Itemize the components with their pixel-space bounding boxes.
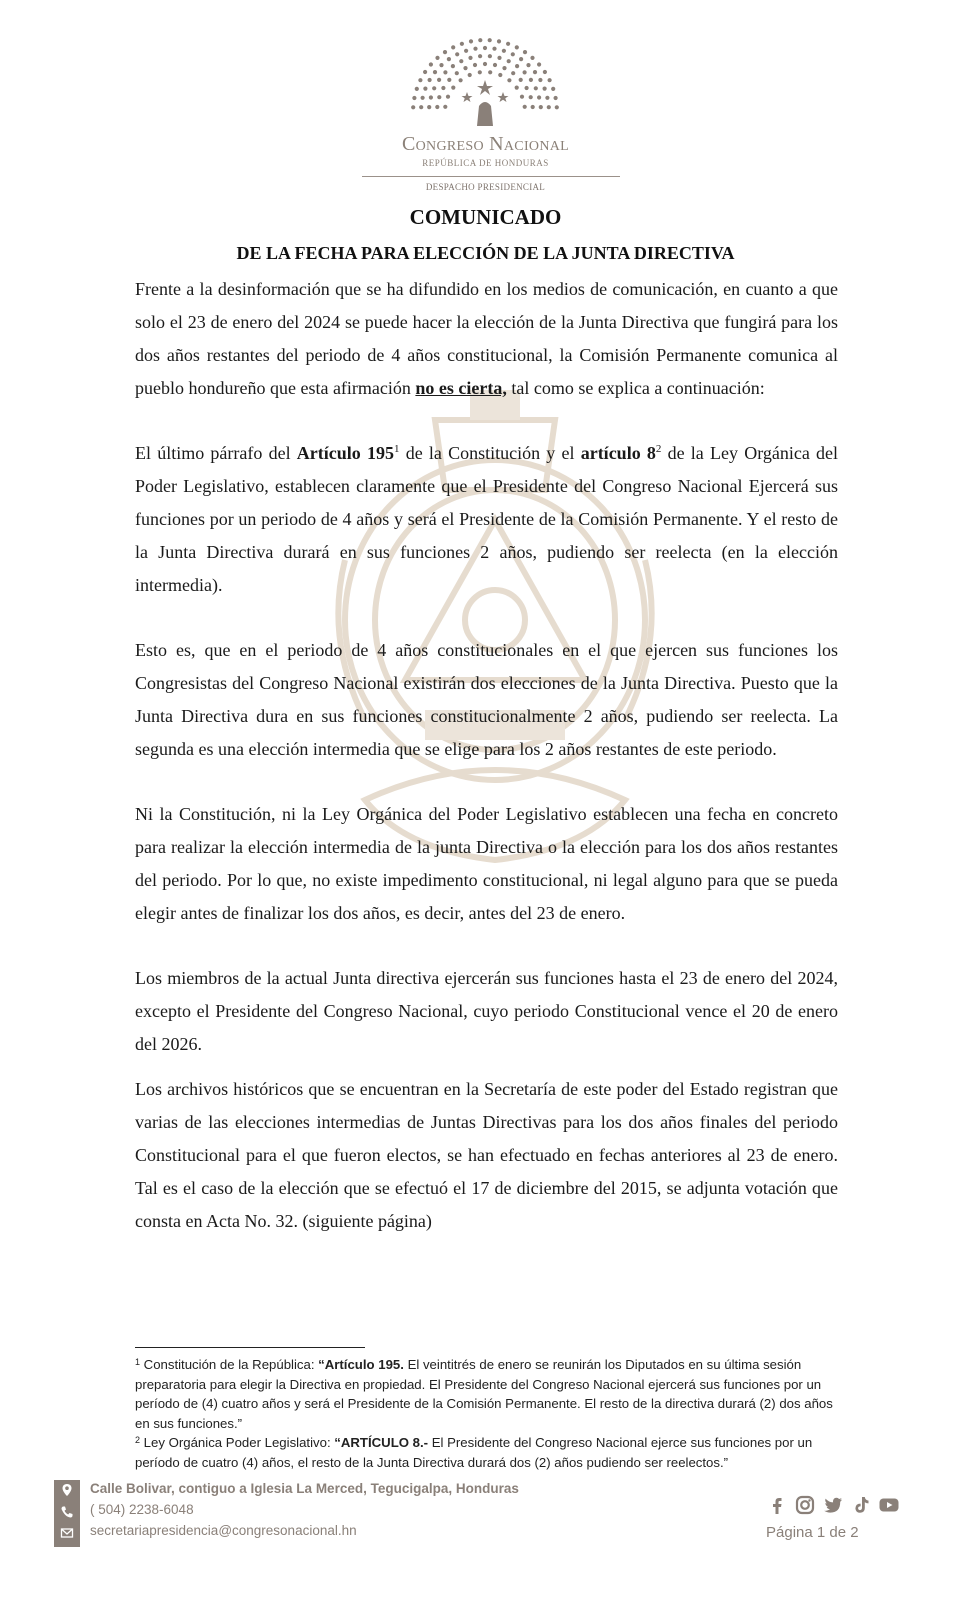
logo-seat-dot: [502, 66, 506, 70]
logo-seat-dot: [519, 78, 523, 82]
facebook-icon[interactable]: [766, 1494, 788, 1516]
logo-seat-dot: [529, 78, 533, 82]
document-body: [135, 273, 838, 1270]
logo-seat-dot: [423, 87, 427, 91]
logo-seat-dot: [545, 96, 549, 100]
logo-seat-dot: [447, 57, 451, 61]
paragraph-1: [135, 273, 838, 405]
logo-seat-dot: [455, 71, 459, 75]
mail-icon: [60, 1526, 74, 1540]
logo-seat-dot: [468, 73, 472, 77]
logo-seat-dot: [515, 45, 519, 49]
logo-seat-dot: [418, 78, 422, 82]
logo-seat-dot: [538, 78, 542, 82]
logo-seat-dot: [463, 66, 467, 70]
phone-icon: [60, 1505, 74, 1519]
logo-seat-dot: [488, 54, 492, 58]
logo-seat-dot: [439, 63, 443, 67]
email-link[interactable]: secretariapresidencia@congresonacional.hn: [90, 1523, 357, 1538]
logo-seat-dot: [432, 86, 436, 90]
paragraph-5: Los miembros de la actual Junta directiva ejercerán sus funciones hasta el 23 de enero del 2024, excepto el Presidente del Congreso Nacional, cuyo periodo Constitucional vence el 20 de enero del 2026.: [135, 968, 838, 1054]
contact-icon-bar: [54, 1480, 80, 1547]
p1-text-a: Frente a la desinformación que se ha difundido en los medios de comunicación, en cuanto a que solo el 23 de enero del 2024 se puede hacer la elección de la Junta Directiva que fungirá para los dos años restantes del periodo de 4 años constitucional, la Comisión Permanente comunica al pueblo hondureño que esta afirmación: [135, 279, 838, 398]
logo-seat-dot: [507, 78, 511, 82]
document-title: COMUNICADO: [409, 205, 562, 229]
logo-seat-dot: [429, 95, 433, 99]
phone-text[interactable]: ( 504) 2238-6048: [90, 1502, 194, 1517]
logo-seat-dot: [411, 105, 415, 109]
logo-seat-dot: [451, 64, 455, 68]
logo-seat-dot: [492, 47, 496, 51]
congress-logo: [405, 34, 565, 134]
logo-seat-dot: [443, 70, 447, 74]
address-text: Calle Bolivar, contiguo a Iglesia La Merced, Tegucigalpa, Honduras: [90, 1481, 519, 1496]
logo-seat-dot: [459, 78, 463, 82]
logo-seat-dot: [468, 56, 472, 60]
footnote-2-number: 2: [135, 1435, 141, 1445]
logo-seat-dot: [548, 78, 552, 82]
social-links: [766, 1494, 900, 1516]
org-name: Congreso Nacional: [402, 133, 569, 155]
logo-seat-dot: [531, 105, 535, 109]
logo-seat-dot: [435, 105, 439, 109]
logo-seat-dot: [520, 95, 524, 99]
logo-seat-dot: [447, 78, 451, 82]
logo-seat-dot: [547, 105, 551, 109]
logo-seat-dot: [551, 87, 555, 91]
logo-seat-dot: [428, 78, 432, 82]
article-195-ref: Artículo 195: [296, 443, 394, 463]
logo-seat-dot: [526, 63, 530, 67]
footnote-1-text-b: El veintitrés de enero se reunirán los Diputados en su última sesión preparatoria para elegir la Directiva en propiedad. El Presidente del Congreso Nacional ejercerá sus funciones por un período de (4) cuatro años y será el Presidente de la Comisión Permanente. El resto de la directiva durará (2) dos años en sus funciones.”: [135, 1357, 833, 1431]
logo-seat-dot: [523, 50, 527, 54]
office-name: DESPACHO PRESIDENCIAL: [425, 182, 546, 192]
logo-seat-dot: [460, 42, 464, 46]
footnotes: [135, 1355, 838, 1472]
logo-seat-dot: [451, 86, 455, 90]
logo-seat-dot: [478, 38, 482, 42]
paragraph-4: Ni la Constitución, ni la Ley Orgánica del Poder Legislativo establecen una fecha en concreto para realizar la elección intermedia de la junta Directiva o la elección para los dos años restantes del periodo. Por lo que, no existe impedimento constitucional, ni legal alguno para que se pueda elegir antes de finalizar los dos años, es decir, antes del 23 de enero.: [135, 804, 838, 923]
article-8-ref: artículo 8: [580, 443, 656, 463]
logo-seat-dot: [473, 63, 477, 67]
logo-seat-dot: [555, 105, 559, 109]
logo-seat-dot: [437, 78, 441, 82]
logo-seat-dot: [478, 70, 482, 74]
logo-seat-dot: [412, 96, 416, 100]
logo-seat-dot: [423, 70, 427, 74]
org-country: REPÚBLICA DE HONDURAS: [422, 158, 549, 168]
logo-seat-dot: [534, 86, 538, 90]
logo-seat-dot: [523, 105, 527, 109]
logo-seat-dot: [446, 95, 450, 99]
twitter-icon[interactable]: [822, 1494, 844, 1516]
logo-seat-dot: [537, 95, 541, 99]
footnote-2-bold: “ARTÍCULO 8.-: [334, 1435, 429, 1450]
logo-seat-dot: [533, 70, 537, 74]
logo-seat-dot: [507, 59, 511, 63]
logo-seat-dot: [497, 56, 501, 60]
logo-seat-dot: [455, 52, 459, 56]
logo-seat-dot: [530, 56, 534, 60]
logo-seat-dot: [419, 105, 423, 109]
footnote-2-text-b: El Presidente del Congreso Nacional ejerce sus funciones por un período de cuatro (4) años, el resto de la Junta Directiva durará dos (2) años pudiendo ser reelectos.”: [135, 1435, 813, 1470]
logo-seat-dot: [415, 87, 419, 91]
instagram-icon[interactable]: [794, 1494, 816, 1516]
logo-seat-dot: [498, 73, 502, 77]
logo-seat-dot: [473, 47, 477, 51]
footnote-ref-2[interactable]: 2: [655, 443, 662, 455]
footnote-ref-1[interactable]: 1: [393, 443, 400, 455]
logo-seat-dot: [515, 86, 519, 90]
logo-seat-dot: [539, 105, 543, 109]
logo-seat-dot: [543, 87, 547, 91]
paragraph-2: [135, 437, 838, 602]
page-number: Página 1 de 2: [766, 1524, 859, 1541]
logo-seat-dot: [488, 70, 492, 74]
logo-seat-dot: [497, 39, 501, 43]
logo-seat-dot: [554, 96, 558, 100]
logo-seat-dot: [443, 50, 447, 54]
logo-seat-dot: [523, 70, 527, 74]
logo-seat-dot: [488, 38, 492, 42]
p1-emphasis: no es cierta,: [415, 378, 507, 398]
logo-seat-dot: [493, 63, 497, 67]
footnote-1-text-a: Constitución de la República:: [140, 1357, 319, 1372]
logo-seat-dot: [429, 62, 433, 66]
logo-seat-dot: [451, 45, 455, 49]
footnote-2-text-a: Ley Orgánica Poder Legislativo:: [140, 1435, 335, 1450]
document-subtitle: DE LA FECHA PARA ELECCIÓN DE LA JUNTA DIRECTIVA: [236, 243, 735, 263]
paragraph-6: Los archivos históricos que se encuentran en la Secretaría de este poder del Estado registran que varias de las elecciones intermedias de Juntas Directivas para los dos años finales del periodo Constitucional para el que fueron electos, se han efectuado en fechas anteriores al 23 de enero. Tal es el caso de la elección que se efectuó el 17 de diciembre del 2015, se adjunta votación que consta en Acta No. 32. (siguiente página): [135, 1079, 838, 1231]
logo-seat-dot: [421, 96, 425, 100]
p2-text-c: de la Ley Orgánica del Poder Legislativo, establecen claramente que el Presidente del Congreso Nacional Ejercerá sus funciones por un periodo de 4 años y será el Presidente de la Comisión Permanente. Y el resto de la Junta Directiva durará en sus funciones 2 años, pudiendo ser reelecta (en la elección intermedia).: [135, 443, 839, 595]
paragraph-3: Esto es, que en el periodo de 4 años constitucionales en el que ejercen sus funciones los Congresistas del Congreso Nacional existirán dos elecciones de la Junta Directiva. Puesto que la Junta Directiva dura en sus funciones constitucionalmente 2 años, pudiendo ser reelecta. La segunda es una elección intermedia que se elige para los 2 años restantes de este periodo.: [135, 640, 838, 759]
footnote-1-number: 1: [135, 1357, 141, 1367]
p1-text-b: tal como se explica a continuación:: [506, 378, 765, 398]
logo-seat-dot: [519, 57, 523, 61]
logo-seat-dot: [459, 59, 463, 63]
footnote-1: [135, 1355, 838, 1433]
logo-seat-dot: [478, 54, 482, 58]
logo-seat-dot: [515, 64, 519, 68]
youtube-icon[interactable]: [878, 1494, 900, 1516]
logo-seat-dot: [435, 56, 439, 60]
logo-seat-dot: [502, 49, 506, 53]
logo-seat-dot: [537, 62, 541, 66]
logo-seat-dot: [511, 52, 515, 56]
logo-seat-dot: [506, 42, 510, 46]
logo-seat-dot: [511, 71, 515, 75]
logo-seat-dot: [464, 49, 468, 53]
logo-seat-dot: [483, 46, 487, 50]
logo-seat-dot: [483, 62, 487, 66]
logo-seat-dot: [433, 70, 437, 74]
p2-text-b: de la Constitución y el: [399, 443, 581, 463]
logo-seat-dot: [529, 95, 533, 99]
header-divider: [362, 176, 620, 177]
logo-seat-dot: [543, 70, 547, 74]
logo-seat-dot: [437, 95, 441, 99]
logo-seat-dot: [427, 105, 431, 109]
logo-seat-dot: [443, 105, 447, 109]
footnote-divider: [135, 1347, 365, 1348]
p2-text-a: El último párrafo del: [135, 443, 297, 463]
logo-seat-dot: [525, 86, 529, 90]
footnote-1-bold: “Artículo 195.: [318, 1357, 404, 1372]
location-pin-icon: [60, 1483, 74, 1497]
logo-seat-dot: [469, 39, 473, 43]
tiktok-icon[interactable]: [850, 1494, 872, 1516]
logo-seat-dot: [441, 86, 445, 90]
footnote-2: [135, 1433, 838, 1472]
